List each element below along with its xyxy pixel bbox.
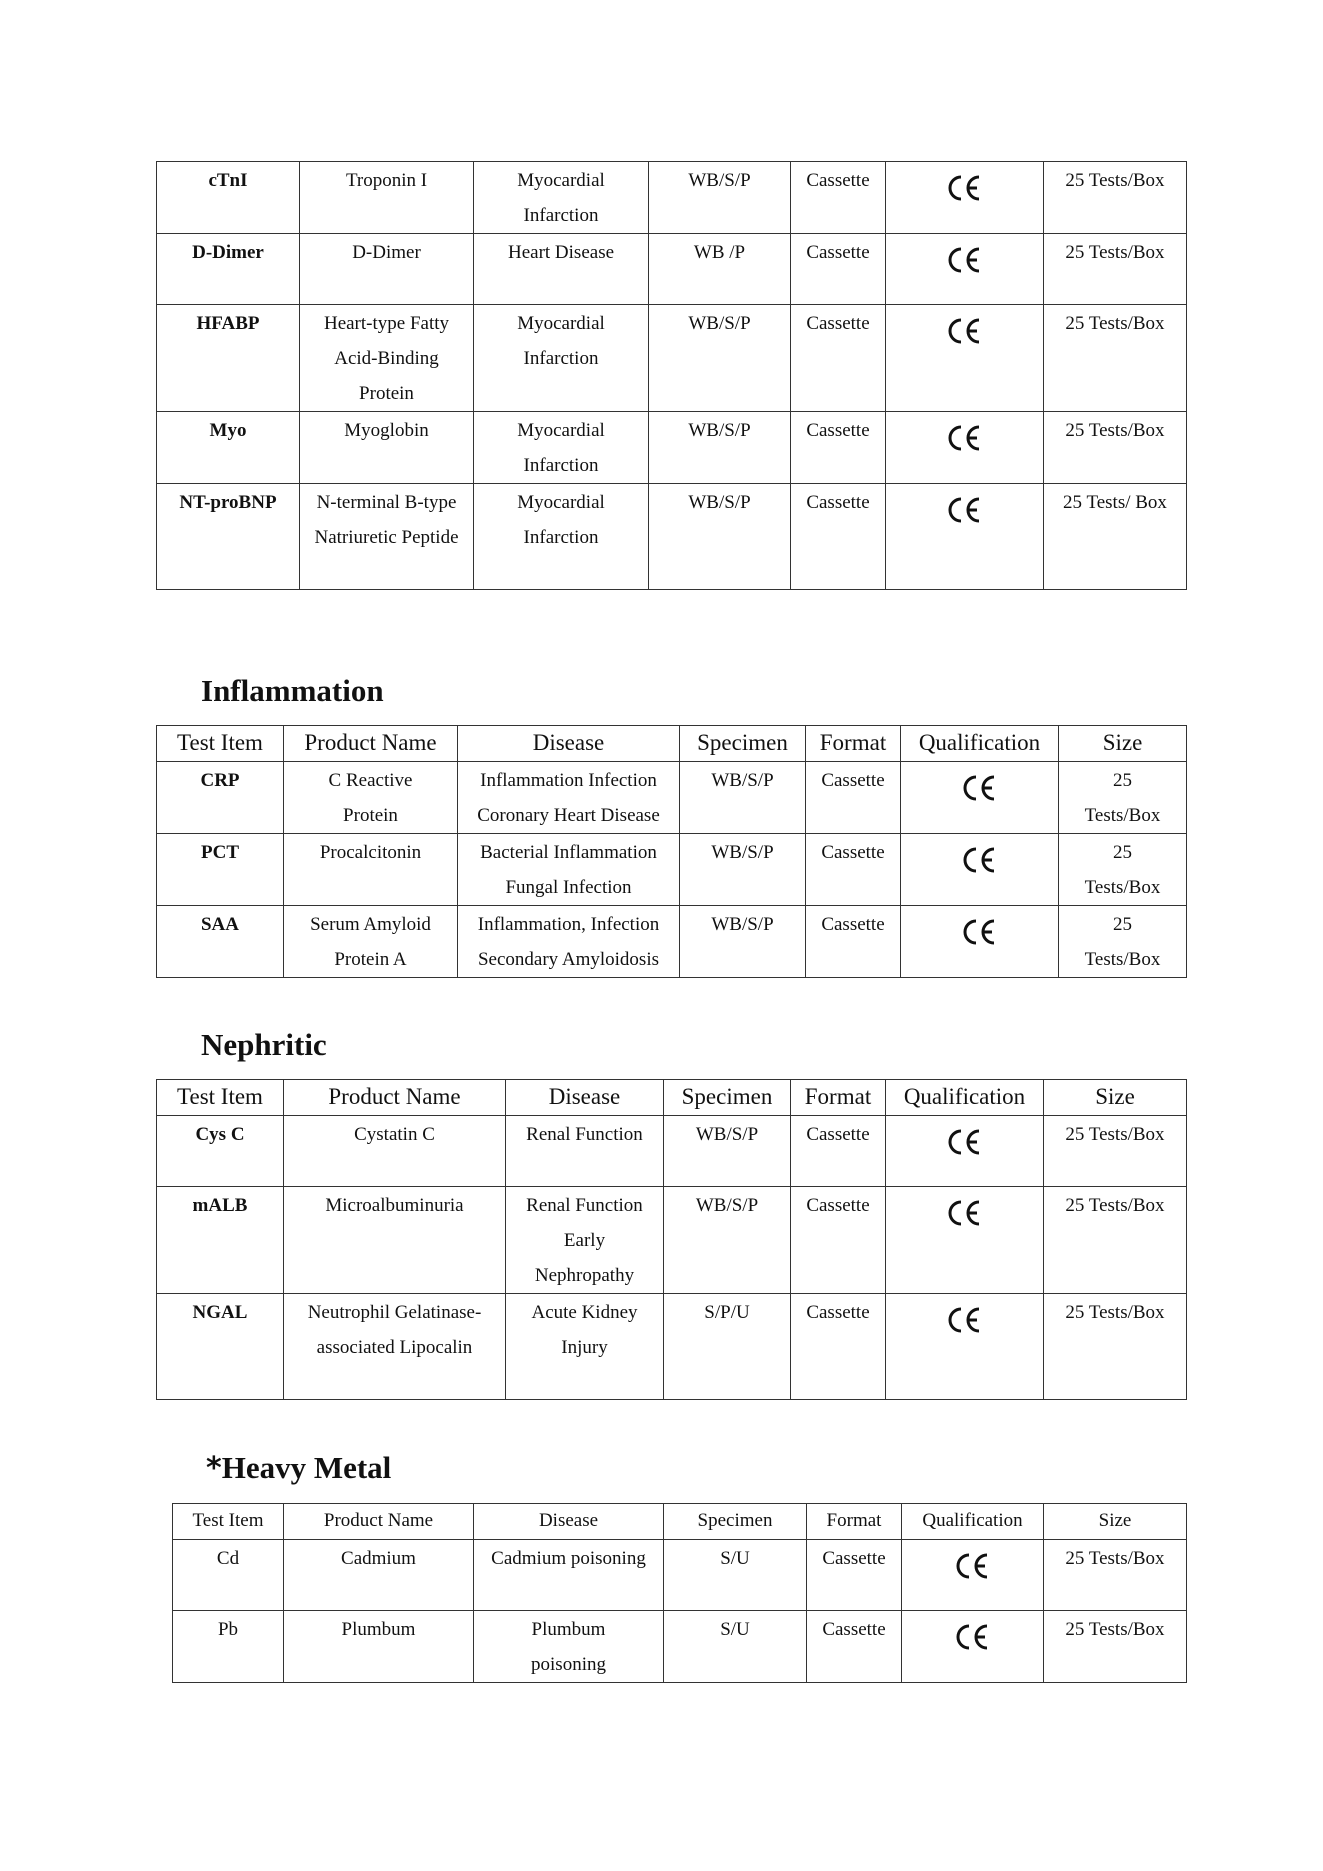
size-cell: 25 Tests/Box: [1044, 412, 1187, 484]
specimen-cell: WB/S/P: [664, 1187, 791, 1294]
table-row: [157, 1116, 1187, 1187]
product-name-cell: Microalbuminuria: [284, 1187, 506, 1294]
qualification-cell: [886, 1116, 1044, 1187]
disease-cell: Myocardial Infarction: [474, 412, 649, 484]
ce-mark-icon: [948, 1200, 982, 1226]
product-name-cell: Myoglobin: [300, 412, 474, 484]
test-item-cell: CRP: [157, 762, 284, 834]
product-name-cell: Troponin I: [300, 162, 474, 234]
specimen-cell: WB /P: [649, 234, 791, 305]
size-cell: 25 Tests/Box: [1044, 1187, 1187, 1294]
table-row: [157, 1294, 1187, 1400]
qualification-cell: [901, 834, 1059, 906]
specimen-cell: WB/S/P: [680, 762, 806, 834]
product-name-cell: C Reactive Protein: [284, 762, 458, 834]
column-header: Product Name: [284, 1080, 506, 1116]
table-row: [157, 1187, 1187, 1294]
qualification-cell: [886, 234, 1044, 305]
table-row: [157, 762, 1187, 834]
format-cell: Cassette: [791, 234, 886, 305]
disease-cell: Renal Function Early Nephropathy: [506, 1187, 664, 1294]
specimen-cell: WB/S/P: [649, 484, 791, 590]
column-header: Specimen: [664, 1080, 791, 1116]
nephritic-table: [156, 1079, 1187, 1400]
disease-cell: Acute Kidney Injury: [506, 1294, 664, 1400]
size-cell: 25 Tests/Box: [1044, 305, 1187, 412]
format-cell: Cassette: [806, 762, 901, 834]
heavy-metal-table: [172, 1503, 1187, 1683]
product-name-cell: Procalcitonin: [284, 834, 458, 906]
asterisk-icon: *: [206, 1451, 222, 1486]
disease-cell: Inflammation, Infection Secondary Amyloidosis: [458, 906, 680, 978]
qualification-cell: [886, 1294, 1044, 1400]
size-cell: 25 Tests/Box: [1044, 1294, 1187, 1400]
product-name-cell: Heart-type Fatty Acid-Binding Protein: [300, 305, 474, 412]
test-item-cell: NGAL: [157, 1294, 284, 1400]
format-cell: Cassette: [791, 305, 886, 412]
product-name-cell: Serum Amyloid Protein A: [284, 906, 458, 978]
disease-cell: Plumbum poisoning: [474, 1611, 664, 1683]
column-header: Size: [1044, 1504, 1187, 1540]
size-cell: 25 Tests/Box: [1044, 1540, 1187, 1611]
size-cell: 25 Tests/Box: [1044, 162, 1187, 234]
product-name-cell: Cadmium: [284, 1540, 474, 1611]
format-cell: Cassette: [806, 834, 901, 906]
test-item-cell: cTnI: [157, 162, 300, 234]
test-item-cell: Pb: [173, 1611, 284, 1683]
column-header: Product Name: [284, 726, 458, 762]
column-header: Size: [1059, 726, 1187, 762]
test-item-cell: SAA: [157, 906, 284, 978]
column-header: Test Item: [157, 726, 284, 762]
test-item-cell: Myo: [157, 412, 300, 484]
qualification-cell: [886, 484, 1044, 590]
ce-mark-icon: [948, 175, 982, 201]
section-title-heavy-metal: [206, 1450, 391, 1486]
disease-cell: Myocardial Infarction: [474, 484, 649, 590]
column-header: Qualification: [902, 1504, 1044, 1540]
ce-mark-icon: [963, 775, 997, 801]
column-header: Disease: [474, 1504, 664, 1540]
specimen-cell: WB/S/P: [680, 834, 806, 906]
format-cell: Cassette: [791, 1116, 886, 1187]
test-item-cell: NT-proBNP: [157, 484, 300, 590]
section-title-nephritic: Nephritic: [201, 1027, 327, 1062]
table-header-row: [157, 1080, 1187, 1116]
ce-mark-icon: [963, 847, 997, 873]
ce-mark-icon: [948, 497, 982, 523]
format-cell: Cassette: [807, 1540, 902, 1611]
section-title-text: Heavy Metal: [221, 1450, 392, 1485]
disease-cell: Bacterial Inflammation Fungal Infection: [458, 834, 680, 906]
product-name-cell: Neutrophil Gelatinase-associated Lipocalin: [284, 1294, 506, 1400]
column-header: Qualification: [901, 726, 1059, 762]
disease-cell: Myocardial Infarction: [474, 162, 649, 234]
table-row: [157, 906, 1187, 978]
table-row: [157, 162, 1187, 234]
column-header: Size: [1044, 1080, 1187, 1116]
format-cell: Cassette: [791, 1187, 886, 1294]
test-item-cell: HFABP: [157, 305, 300, 412]
qualification-cell: [886, 305, 1044, 412]
column-header: Disease: [506, 1080, 664, 1116]
ce-mark-icon: [956, 1553, 990, 1579]
column-header: Specimen: [680, 726, 806, 762]
format-cell: Cassette: [807, 1611, 902, 1683]
size-cell: 25 Tests/Box: [1044, 1611, 1187, 1683]
specimen-cell: S/U: [664, 1540, 807, 1611]
column-header: Format: [791, 1080, 886, 1116]
qualification-cell: [902, 1611, 1044, 1683]
specimen-cell: WB/S/P: [680, 906, 806, 978]
qualification-cell: [886, 162, 1044, 234]
column-header: Format: [807, 1504, 902, 1540]
table-row: [157, 834, 1187, 906]
cardiac-table: [156, 161, 1187, 590]
test-item-cell: mALB: [157, 1187, 284, 1294]
table-row: [157, 234, 1187, 305]
product-name-cell: D-Dimer: [300, 234, 474, 305]
format-cell: Cassette: [791, 1294, 886, 1400]
ce-mark-icon: [948, 247, 982, 273]
test-item-cell: D-Dimer: [157, 234, 300, 305]
column-header: Test Item: [157, 1080, 284, 1116]
test-item-cell: Cd: [173, 1540, 284, 1611]
qualification-cell: [886, 1187, 1044, 1294]
specimen-cell: S/P/U: [664, 1294, 791, 1400]
inflammation-table: [156, 725, 1187, 978]
specimen-cell: WB/S/P: [664, 1116, 791, 1187]
product-name-cell: Plumbum: [284, 1611, 474, 1683]
table-row: [173, 1540, 1187, 1611]
product-name-cell: N-terminal B-type Natriuretic Peptide: [300, 484, 474, 590]
ce-mark-icon: [948, 318, 982, 344]
disease-cell: Inflammation Infection Coronary Heart Disease: [458, 762, 680, 834]
size-cell: 25 Tests/Box: [1044, 1116, 1187, 1187]
ce-mark-icon: [956, 1624, 990, 1650]
table-row: [173, 1611, 1187, 1683]
column-header: Disease: [458, 726, 680, 762]
column-header: Product Name: [284, 1504, 474, 1540]
specimen-cell: WB/S/P: [649, 412, 791, 484]
qualification-cell: [901, 906, 1059, 978]
table-header-row: [157, 726, 1187, 762]
size-cell: 25 Tests/Box: [1059, 762, 1187, 834]
size-cell: 25 Tests/Box: [1059, 834, 1187, 906]
format-cell: Cassette: [806, 906, 901, 978]
table-row: [157, 484, 1187, 590]
column-header: Specimen: [664, 1504, 807, 1540]
disease-cell: Renal Function: [506, 1116, 664, 1187]
column-header: Qualification: [886, 1080, 1044, 1116]
table-row: [157, 305, 1187, 412]
test-item-cell: PCT: [157, 834, 284, 906]
specimen-cell: S/U: [664, 1611, 807, 1683]
column-header: Test Item: [173, 1504, 284, 1540]
qualification-cell: [902, 1540, 1044, 1611]
test-item-cell: Cys C: [157, 1116, 284, 1187]
specimen-cell: WB/S/P: [649, 305, 791, 412]
table-row: [157, 412, 1187, 484]
size-cell: 25 Tests/ Box: [1044, 484, 1187, 590]
disease-cell: Heart Disease: [474, 234, 649, 305]
format-cell: Cassette: [791, 162, 886, 234]
size-cell: 25 Tests/Box: [1059, 906, 1187, 978]
product-name-cell: Cystatin C: [284, 1116, 506, 1187]
format-cell: Cassette: [791, 412, 886, 484]
disease-cell: Cadmium poisoning: [474, 1540, 664, 1611]
ce-mark-icon: [948, 1129, 982, 1155]
section-title-inflammation: Inflammation: [201, 673, 384, 708]
ce-mark-icon: [948, 425, 982, 451]
ce-mark-icon: [963, 919, 997, 945]
qualification-cell: [901, 762, 1059, 834]
table-header-row: [173, 1504, 1187, 1540]
disease-cell: Myocardial Infarction: [474, 305, 649, 412]
format-cell: Cassette: [791, 484, 886, 590]
size-cell: 25 Tests/Box: [1044, 234, 1187, 305]
ce-mark-icon: [948, 1307, 982, 1333]
column-header: Format: [806, 726, 901, 762]
specimen-cell: WB/S/P: [649, 162, 791, 234]
qualification-cell: [886, 412, 1044, 484]
